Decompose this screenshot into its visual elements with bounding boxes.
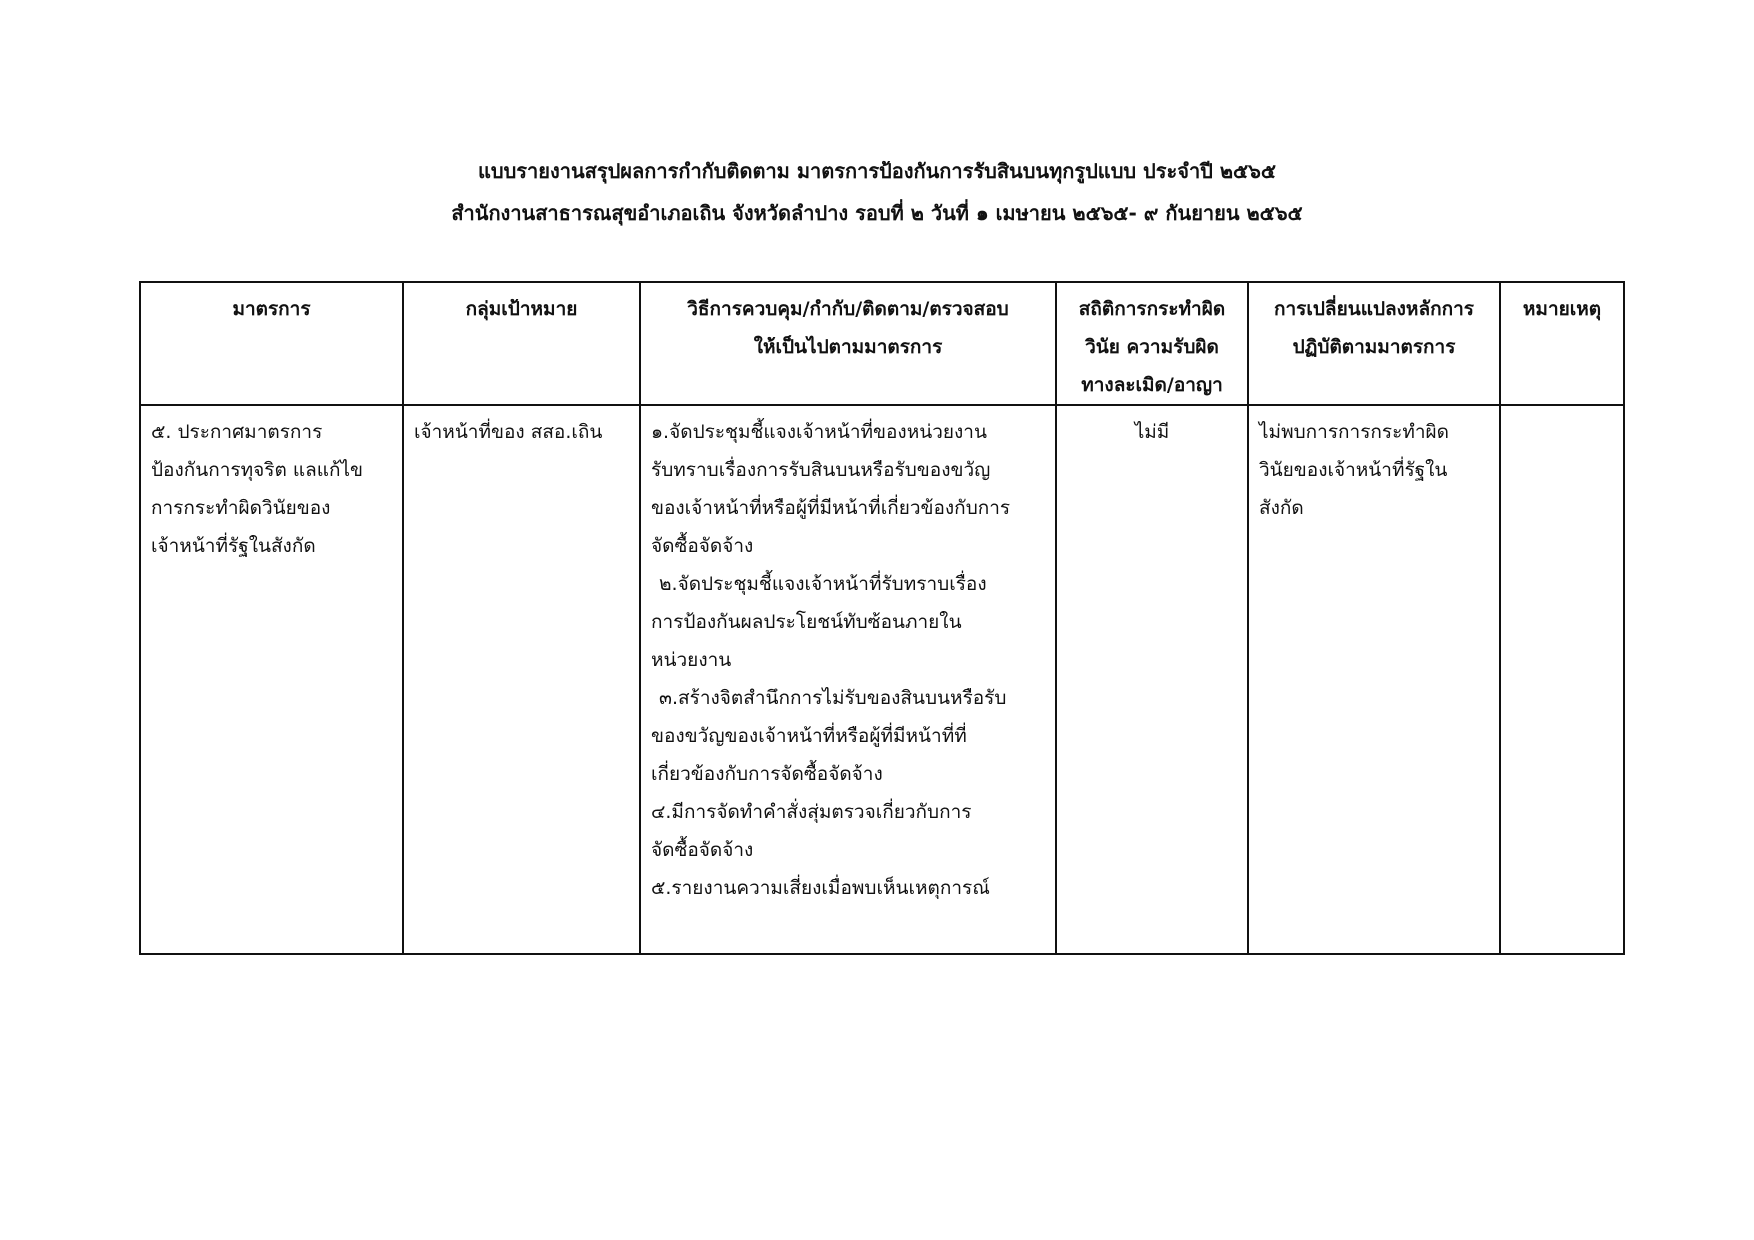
table-header-row — [140, 282, 1624, 405]
cell-target-group: เจ้าหน้าที่ของ สสอ.เถิน — [403, 405, 640, 954]
cell-method: ๑.จัดประชุมชี้แจงเจ้าหน้าที่ของหน่วยงาน รับทราบเรื่องการรับสินบนหรือรับของขวัญ ของเจ้าหน้าที่หรือผู้ที่มีหน้าที่เกี่ยวข้องกับการ จัดซื้อจัดจ้าง ๒.จัดประชุมชี้แจงเจ้าหน้าที่รับทราบเรื่อง การป้องกันผลประโยชน์ทับซ้อนภายใน หน่วยงาน ๓.สร้างจิตสำนึกการไม่รับของสินบนหรือรับ ของขวัญของเจ้าหน้าที่หรือผู้ที่มีหน้าที่ที่ เกี่ยวข้องกับการจัดซื้อจัดจ้าง ๔.มีการจัดทำคำสั่งสุ่มตรวจเกี่ยวกับการ จัดซื้อจัดจ้าง ๕.รายงานความเสี่ยงเมื่อพบเห็นเหตุการณ์ — [640, 405, 1056, 954]
header-statistics: สถิติการกระทำผิด วินัย ความรับผิด ทางละเมิด/อาญา — [1056, 282, 1248, 405]
table-row — [140, 405, 1624, 954]
cell-remark — [1500, 405, 1624, 954]
document-header — [0, 150, 1754, 234]
header-target-group: กลุ่มเป้าหมาย — [403, 282, 640, 405]
document-title: แบบรายงานสรุปผลการกำกับติดตาม มาตรการป้องกันการรับสินบนทุกรูปแบบ ประจำปี ๒๕๖๕ — [478, 159, 1276, 183]
report-table — [139, 281, 1625, 955]
cell-measure: ๕. ประกาศมาตรการ ป้องกันการทุจริต แลแก้ไข การกระทำผิดวินัยของ เจ้าหน้าที่รัฐในสังกัด — [140, 405, 403, 954]
header-change: การเปลี่ยนแปลงหลักการ ปฏิบัติตามมาตรการ — [1248, 282, 1500, 405]
document-subtitle: สำนักงานสาธารณสุขอำเภอเถิน จังหวัดลำปาง รอบที่ ๒ วันที่ ๑ เมษายน ๒๕๖๕- ๙ กันยายน ๒๕๖๕ — [451, 201, 1303, 225]
header-measure: มาตรการ — [140, 282, 403, 405]
header-method: วิธีการควบคุม/กำกับ/ติดตาม/ตรวจสอบ ให้เป็นไปตามมาตรการ — [640, 282, 1056, 405]
cell-statistics: ไม่มี — [1056, 405, 1248, 954]
header-remark: หมายเหตุ — [1500, 282, 1624, 405]
cell-change: ไม่พบการการกระทำผิด วินัยของเจ้าหน้าที่รัฐใน สังกัด — [1248, 405, 1500, 954]
